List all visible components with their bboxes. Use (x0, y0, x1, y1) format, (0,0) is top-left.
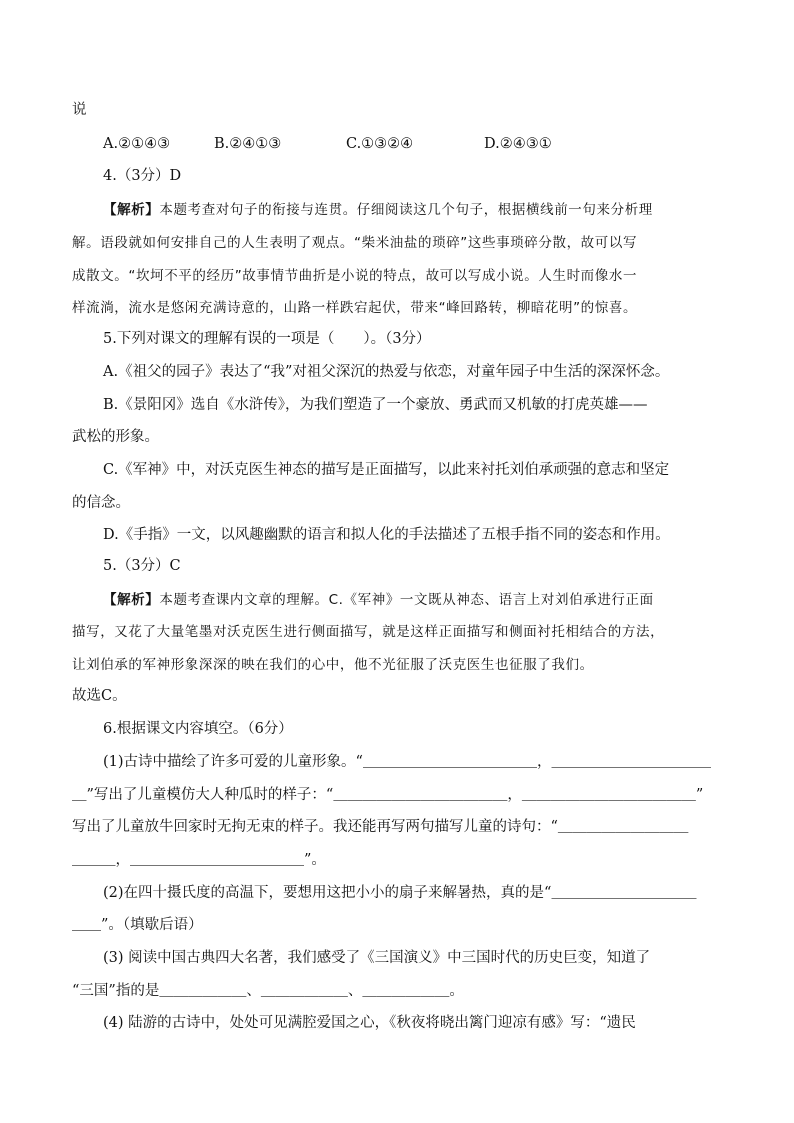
option-b: B.②④①③ (214, 136, 282, 152)
question-6-part-1-line-4: ＿＿＿，＿＿＿＿＿＿＿＿＿＿＿＿”。 (72, 852, 326, 868)
analysis-tag: 【解析】 (103, 592, 160, 608)
question-6-part-2-line-1: (2)在四十摄氏度的高温下，要想用这把小小的扇子来解暑热，真的是“＿＿＿＿＿＿＿＿＿＿ (103, 885, 697, 901)
analysis-5-line-3: 让刘伯承的军神形象深深的映在我们的心中，他不光征服了沃克医生也征服了我们。 (72, 657, 594, 673)
question-5-option-b: B.《景阳冈》选自《水浒传》，为我们塑造了一个豪放、勇武而又机敏的打虎英雄—— (103, 397, 648, 413)
analysis-4-line-4: 样流淌，流水是悠闲充满诗意的，山路一样跌宕起伏，带来“峰回路转，柳暗花明”的惊喜。 (72, 300, 638, 316)
option-c: C.①③②④ (346, 136, 414, 152)
analysis-4-text: 本题考查对句子的衔接与连贯。仔细阅读这几个句子，根据横线前一句来分析理 (159, 202, 653, 218)
analysis-4-line-1 (103, 200, 653, 220)
analysis-4-line-3: 成散文。“坎坷不平的经历”故事情节曲折是小说的特点，故可以写成小说。人生时而像水一 (72, 268, 638, 284)
option-a: A.②①④③ (103, 136, 171, 152)
question-6-part-1-line-1: (1)古诗中描绘了许多可爱的儿童形象。“＿＿＿＿＿＿＿＿＿＿＿＿，＿＿＿＿＿＿＿＿＿＿＿ (103, 754, 711, 770)
analysis-5-text: 本题考查课内文章的理解。C.《军神》一文既从神态、语言上对刘伯承进行正面 (159, 592, 654, 608)
question-6-part-4-line-1: (4) 陆游的古诗中，处处可见满腔爱国之心，《秋夜将晓出篱门迎凉有感》写：“遗民 (103, 1015, 636, 1031)
analysis-4-line-2: 解。语段就如何安排自己的人生表明了观点。“柴米油盐的琐碎”这些事琐碎分散，故可以写 (72, 235, 638, 251)
question-3-tail: 说 (72, 102, 87, 118)
analysis-5-line-2: 描写，又花了大量笔墨对沃克医生进行侧面描写，就是这样正面描写和侧面衬托相结合的方法， (72, 624, 665, 640)
question-5-option-d: D.《手指》一文，以风趣幽默的语言和拟人化的手法描述了五根手指不同的姿态和作用。 (103, 527, 670, 543)
question-6-part-3-line-2: “三国”指的是＿＿＿＿＿＿、＿＿＿＿＿＿、＿＿＿＿＿＿。 (72, 983, 464, 999)
question-5-option-a: A.《祖父的园子》表达了“我”对祖父深沉的热爱与依恋，对童年园子中生活的深深怀念。 (103, 364, 670, 380)
question-5-option-b-cont: 武松的形象。 (72, 429, 159, 445)
analysis-5-conclusion: 故选C。 (72, 688, 127, 704)
question-6-part-1-line-2: ＿”写出了儿童模仿大人种瓜时的样子：“＿＿＿＿＿＿＿＿＿＿＿＿，＿＿＿＿＿＿＿＿＿＿＿＿” (72, 787, 704, 803)
answer-5: 5.（3分）C (103, 558, 181, 574)
question-6-stem: 6.根据课文内容填空。（6分） (103, 721, 293, 737)
question-6-part-1-line-3: 写出了儿童放牛回家时无拘无束的样子。我还能再写两句描写儿童的诗句：“＿＿＿＿＿＿＿＿＿ (72, 819, 689, 835)
question-5-option-c: C.《军神》中，对沃克医生神态的描写是正面描写，以此来衬托刘伯承顽强的意志和坚定 (103, 462, 670, 478)
question-5-option-c-cont: 的信念。 (72, 495, 130, 511)
question-6-part-2-line-2: ＿＿”。（填歇后语） (72, 917, 203, 933)
answer-4: 4.（3分）D (103, 168, 182, 184)
option-d: D.②④③① (484, 136, 552, 152)
analysis-5-line-1 (103, 590, 654, 610)
analysis-tag: 【解析】 (103, 202, 160, 218)
question-5-stem: 5.下列对课文的理解有误的一项是（ ）。（3分） (103, 331, 431, 347)
question-6-part-3-line-1: (3) 阅读中国古典四大名著，我们感受了《三国演义》中三国时代的历史巨变，知道了 (103, 950, 651, 966)
